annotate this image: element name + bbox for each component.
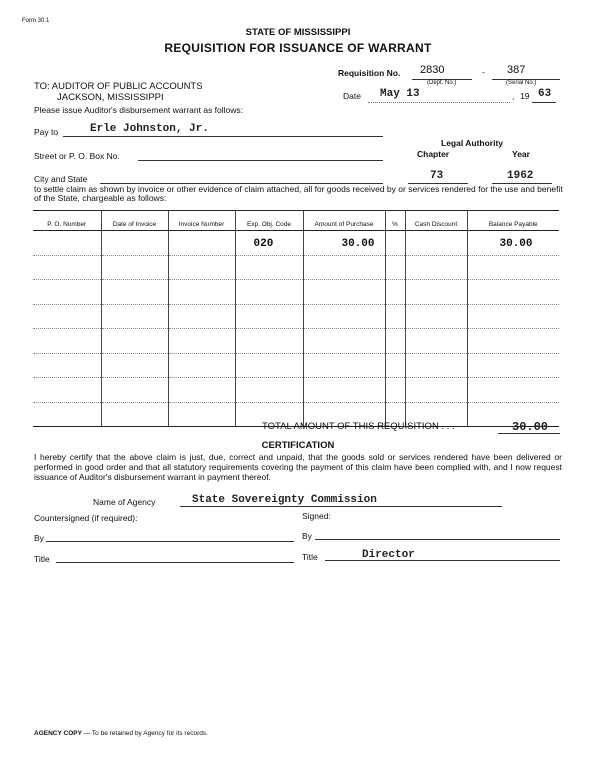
cell-exp-obj-code[interactable] bbox=[235, 231, 303, 256]
agency-label: Name of Agency bbox=[93, 497, 156, 507]
table-row bbox=[33, 329, 559, 354]
date-value[interactable]: May 13 bbox=[380, 88, 420, 100]
table-row bbox=[33, 378, 559, 403]
agency-copy-note: — To be retained by Agency for its records. bbox=[83, 730, 208, 737]
header-cash-discount: Cash Discount bbox=[405, 211, 467, 231]
instruction-text: Please issue Auditor's disbursement warrant as follows: bbox=[34, 105, 244, 115]
table-row bbox=[33, 255, 559, 280]
chapter-value[interactable]: 73 bbox=[430, 170, 444, 182]
serial-number[interactable]: 387 bbox=[507, 64, 526, 76]
table-row bbox=[33, 304, 559, 329]
by-label-right: By bbox=[302, 531, 312, 541]
pay-to-label: Pay to bbox=[34, 127, 59, 137]
table-row bbox=[33, 231, 559, 256]
requisition-label: Requisition No. bbox=[338, 68, 401, 78]
agency-value[interactable]: State Sovereignty Commission bbox=[192, 494, 377, 506]
city-label: City and State bbox=[34, 174, 88, 184]
pay-to-value[interactable]: Erle Johnston, Jr. bbox=[90, 123, 209, 135]
certification-title: CERTIFICATION bbox=[261, 440, 335, 451]
title-label-right: Title bbox=[302, 552, 318, 562]
addressee-line-1: TO: AUDITOR OF PUBLIC ACCOUNTS bbox=[34, 81, 203, 92]
dept-no-caption: (Dept. No.) bbox=[427, 80, 457, 86]
year-value[interactable]: 1962 bbox=[507, 170, 534, 182]
header-balance-payable: Balance Payable bbox=[467, 211, 559, 231]
line-items-table bbox=[33, 210, 559, 427]
settle-claim-text: to settle claim as shown by invoice or other evidence of claim attached, all for goods received by or services rendered for the use and benefit of the State, chargeable as follows: bbox=[34, 184, 563, 203]
date-label: Date bbox=[343, 91, 361, 101]
dept-number[interactable]: 2830 bbox=[420, 64, 445, 76]
signed-label: Signed: bbox=[302, 511, 331, 521]
total-label: TOTAL AMOUNT OF THIS REQUISITION . . . bbox=[262, 421, 455, 432]
table-header-row bbox=[33, 211, 559, 231]
by-label-left: By bbox=[34, 533, 44, 543]
street-label: Street or P. O. Box No. bbox=[34, 151, 120, 161]
header-exp-obj-code: Exp. Obj. Code bbox=[235, 211, 303, 231]
form-title: REQUISITION FOR ISSUANCE OF WARRANT bbox=[164, 41, 432, 55]
year-prefix: 19 bbox=[520, 91, 530, 101]
cell-amount[interactable] bbox=[303, 231, 385, 256]
header-percent: % bbox=[385, 211, 405, 231]
addressee-line-2: JACKSON, MISSISSIPPI bbox=[57, 92, 164, 103]
countersigned-label: Countersigned (if required): bbox=[34, 513, 138, 523]
form-number: Form 30.1 bbox=[22, 18, 50, 24]
title-value-right[interactable]: Director bbox=[362, 549, 415, 561]
cell-po-number[interactable] bbox=[33, 231, 101, 256]
cell-invoice-number[interactable] bbox=[168, 231, 235, 256]
cell-percent[interactable] bbox=[385, 231, 405, 256]
table-row bbox=[33, 353, 559, 378]
legal-authority-title: Legal Authority bbox=[441, 138, 504, 148]
header-po-number: P. O. Number bbox=[33, 211, 101, 231]
title-label-left: Title bbox=[34, 554, 50, 564]
year-suffix[interactable]: 63 bbox=[538, 88, 552, 100]
serial-no-caption: (Serial No.) bbox=[506, 80, 537, 86]
cell-cash-discount[interactable] bbox=[405, 231, 467, 256]
header-amount-of-purchase: Amount of Purchase bbox=[303, 211, 385, 231]
agency-copy-label: AGENCY COPY bbox=[34, 730, 82, 737]
balance-value: 30.00 bbox=[499, 238, 533, 250]
state-heading: STATE OF MISSISSIPPI bbox=[245, 27, 351, 38]
amount-value: 30.00 bbox=[341, 238, 375, 250]
chapter-label: Chapter bbox=[417, 149, 450, 159]
header-invoice-number: Invoice Number bbox=[168, 211, 235, 231]
header-date-of-invoice: Date of Invoice bbox=[101, 211, 168, 231]
table-row bbox=[33, 280, 559, 305]
cell-balance[interactable] bbox=[467, 231, 559, 256]
certification-text: I hereby certify that the above claim is just, due, correct and unpaid, that the goods sold or services rendered have been delivered or performed in good order and that all statutory requirements covering the payment of this claim have been complied with, and I now request issuance of Auditor's disbursement warrant in payment thereof. bbox=[34, 452, 562, 482]
total-value[interactable]: 30.00 bbox=[512, 420, 549, 434]
exp-code-value: 020 bbox=[253, 238, 274, 250]
year-label: Year bbox=[512, 149, 530, 159]
cell-date-of-invoice[interactable] bbox=[101, 231, 168, 256]
